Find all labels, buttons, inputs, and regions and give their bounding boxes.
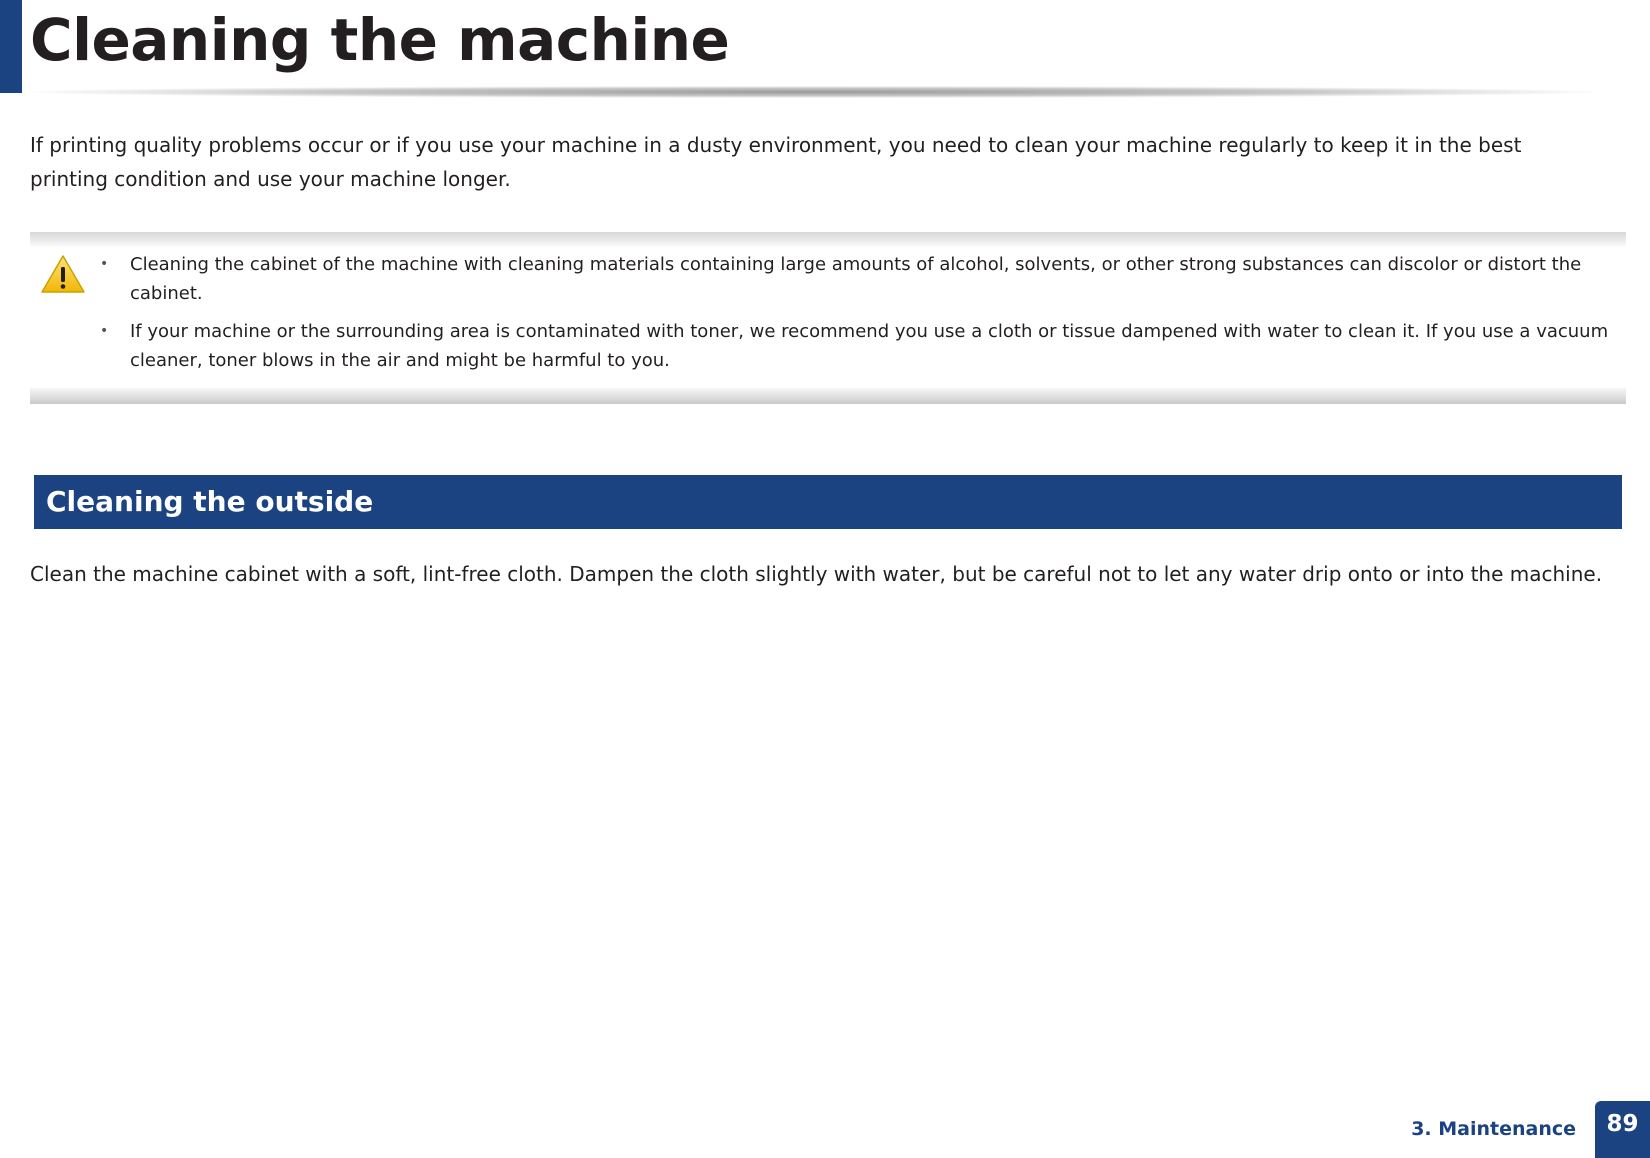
caution-item-text: Cleaning the cabinet of the machine with cleaning materials containing large amounts of alcohol, solvents, or other strong substances can discolor or distort the cabinet.: [130, 254, 1582, 304]
page-number: 89: [1606, 1111, 1639, 1137]
left-accent-bar: [0, 0, 22, 93]
bullet: •: [100, 256, 109, 272]
caution-box-bottom-border: [30, 388, 1626, 404]
bullet: •: [100, 323, 109, 339]
caution-list: [100, 250, 1625, 384]
footer-chapter-label: 3. Maintenance: [1411, 1118, 1576, 1140]
caution-item: [100, 317, 1625, 375]
intro-paragraph: If printing quality problems occur or if you use your machine in a dusty environment, you need to clean your machine regularly to keep it in the best printing condition and use your machine longer.: [30, 133, 1522, 191]
caution-item: [100, 250, 1625, 308]
warning-icon: [40, 254, 86, 294]
section-body-text: Clean the machine cabinet with a soft, lint-free cloth. Dampen the cloth slightly with water, but be careful not to let any water drip onto or into the machine.: [30, 562, 1603, 586]
page-number-badge: [1595, 1101, 1650, 1158]
caution-item-text: If your machine or the surrounding area is contaminated with toner, we recommend you use a cloth or tissue dampened with water to clean it. If you use a vacuum cleaner, toner blows in the air and might be harmful to you.: [130, 321, 1609, 371]
title-underline: [28, 86, 1598, 98]
page-title: Cleaning the machine: [30, 6, 730, 74]
caution-box-top-border: [30, 232, 1626, 248]
section-title: Cleaning the outside: [46, 485, 374, 518]
